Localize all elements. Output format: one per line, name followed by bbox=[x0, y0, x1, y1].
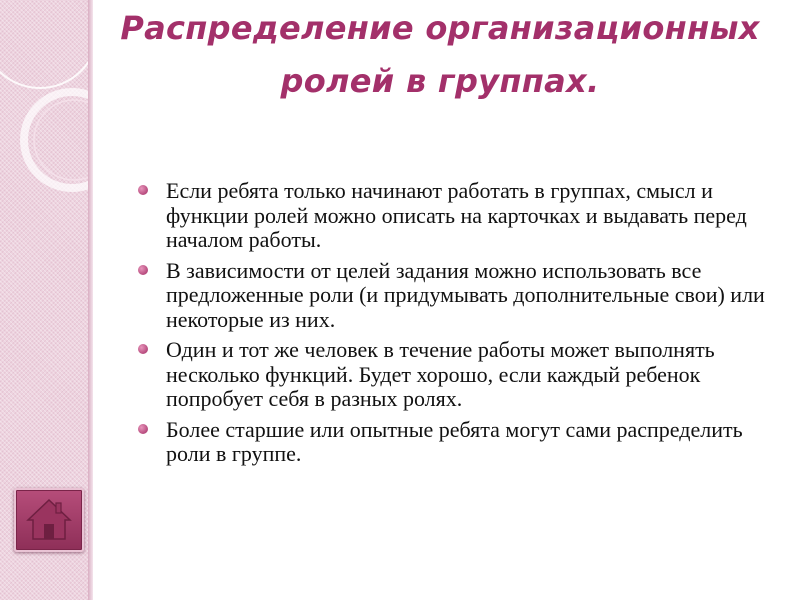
bullet-item bbox=[138, 418, 788, 467]
bullet-icon bbox=[138, 265, 148, 275]
bullet-icon bbox=[138, 424, 148, 434]
bullet-icon bbox=[138, 344, 148, 354]
bullet-icon bbox=[138, 185, 148, 195]
home-button[interactable] bbox=[14, 488, 84, 552]
bullet-text: Один и тот же человек в течение работы может выполнять несколько функций. Будет хорошо, если каждый ребенок попробует себя в разных ролях. bbox=[166, 337, 715, 411]
bullet-item bbox=[138, 179, 788, 253]
bullet-item bbox=[138, 338, 788, 412]
bullet-item bbox=[138, 259, 788, 333]
bullet-text: Если ребята только начинают работать в группах, смысл и функции ролей можно описать на карточках и выдавать перед началом работы. bbox=[166, 178, 747, 252]
side-divider bbox=[88, 0, 93, 600]
bullet-text: В зависимости от целей задания можно использовать все предложенные роли (и придумывать дополнительные свои) или некоторые из них. bbox=[166, 257, 765, 332]
bullet-list bbox=[138, 179, 788, 473]
decorative-side-panel bbox=[0, 0, 88, 600]
slide-title: Распределение организационных ролей в группах. bbox=[120, 9, 760, 100]
bullet-text: Более старшие или опытные ребята могут сами распределить роли в группе. bbox=[166, 416, 743, 466]
house-icon bbox=[25, 497, 73, 543]
